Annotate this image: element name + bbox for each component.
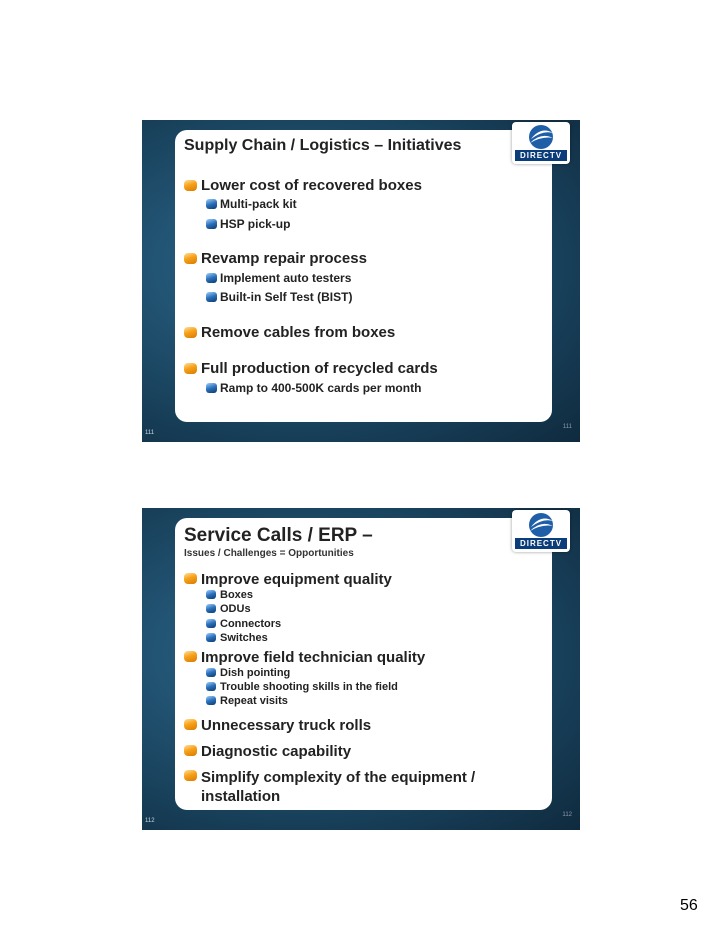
page-number: 56 bbox=[680, 897, 698, 914]
orange-bullet-icon bbox=[184, 327, 197, 338]
bullet-item: Unnecessary truck rolls bbox=[184, 717, 371, 734]
sub-bullet-item: Boxes bbox=[206, 589, 253, 601]
bullet-item: Revamp repair process bbox=[184, 250, 367, 267]
slide-title: Service Calls / ERP – bbox=[184, 525, 373, 546]
orange-bullet-icon bbox=[184, 651, 197, 662]
bullet-item: Lower cost of recovered boxes bbox=[184, 177, 422, 194]
orange-bullet-icon bbox=[184, 253, 197, 264]
orange-bullet-icon bbox=[184, 573, 197, 584]
orange-bullet-icon bbox=[184, 363, 197, 374]
blue-bullet-icon bbox=[206, 590, 216, 599]
bullet-item: Diagnostic capability bbox=[184, 743, 351, 760]
slide-number-right: 111 bbox=[562, 424, 572, 430]
orange-bullet-icon bbox=[184, 180, 197, 191]
bullet-item: Improve equipment quality bbox=[184, 571, 392, 588]
blue-bullet-icon bbox=[206, 273, 217, 283]
sub-bullet-item: Dish pointing bbox=[206, 667, 290, 679]
bullet-item: Simplify complexity of the equipment / installation bbox=[184, 768, 501, 806]
sub-bullet-item: Built-in Self Test (BIST) bbox=[206, 290, 352, 304]
blue-bullet-icon bbox=[206, 604, 216, 613]
slide-title: Supply Chain / Logistics – Initiatives bbox=[184, 137, 462, 154]
slide-number-left: 111 bbox=[145, 430, 155, 436]
blue-bullet-icon bbox=[206, 682, 216, 691]
directv-logo bbox=[512, 510, 570, 552]
sub-bullet-item: Connectors bbox=[206, 618, 281, 630]
blue-bullet-icon bbox=[206, 219, 217, 229]
slide-111 bbox=[142, 120, 580, 442]
blue-bullet-icon bbox=[206, 668, 216, 677]
bullet-item: Improve field technician quality bbox=[184, 649, 425, 666]
logo-wordmark: DIRECTV bbox=[515, 538, 567, 549]
blue-bullet-icon bbox=[206, 619, 216, 628]
orange-bullet-icon bbox=[184, 770, 197, 781]
sub-bullet-item: Switches bbox=[206, 632, 268, 644]
slide-112 bbox=[142, 508, 580, 830]
logo-wordmark: DIRECTV bbox=[515, 150, 567, 161]
slide-number-right: 112 bbox=[562, 812, 572, 818]
slide-subtitle: Issues / Challenges = Opportunities bbox=[184, 548, 354, 559]
slide-number-left: 112 bbox=[145, 818, 155, 824]
sub-bullet-item: HSP pick-up bbox=[206, 217, 290, 231]
bullet-item: Remove cables from boxes bbox=[184, 324, 395, 341]
directv-swoosh-icon bbox=[527, 512, 555, 538]
orange-bullet-icon bbox=[184, 745, 197, 756]
blue-bullet-icon bbox=[206, 199, 217, 209]
sub-bullet-item: ODUs bbox=[206, 603, 251, 615]
directv-swoosh-icon bbox=[527, 124, 555, 150]
bullet-item: Full production of recycled cards bbox=[184, 360, 438, 377]
sub-bullet-item: Multi-pack kit bbox=[206, 197, 297, 211]
sub-bullet-item: Trouble shooting skills in the field bbox=[206, 681, 398, 693]
blue-bullet-icon bbox=[206, 633, 216, 642]
sub-bullet-item: Repeat visits bbox=[206, 695, 288, 707]
sub-bullet-item: Ramp to 400-500K cards per month bbox=[206, 381, 421, 395]
blue-bullet-icon bbox=[206, 696, 216, 705]
blue-bullet-icon bbox=[206, 292, 217, 302]
directv-logo bbox=[512, 122, 570, 164]
blue-bullet-icon bbox=[206, 383, 217, 393]
orange-bullet-icon bbox=[184, 719, 197, 730]
sub-bullet-item: Implement auto testers bbox=[206, 271, 351, 285]
